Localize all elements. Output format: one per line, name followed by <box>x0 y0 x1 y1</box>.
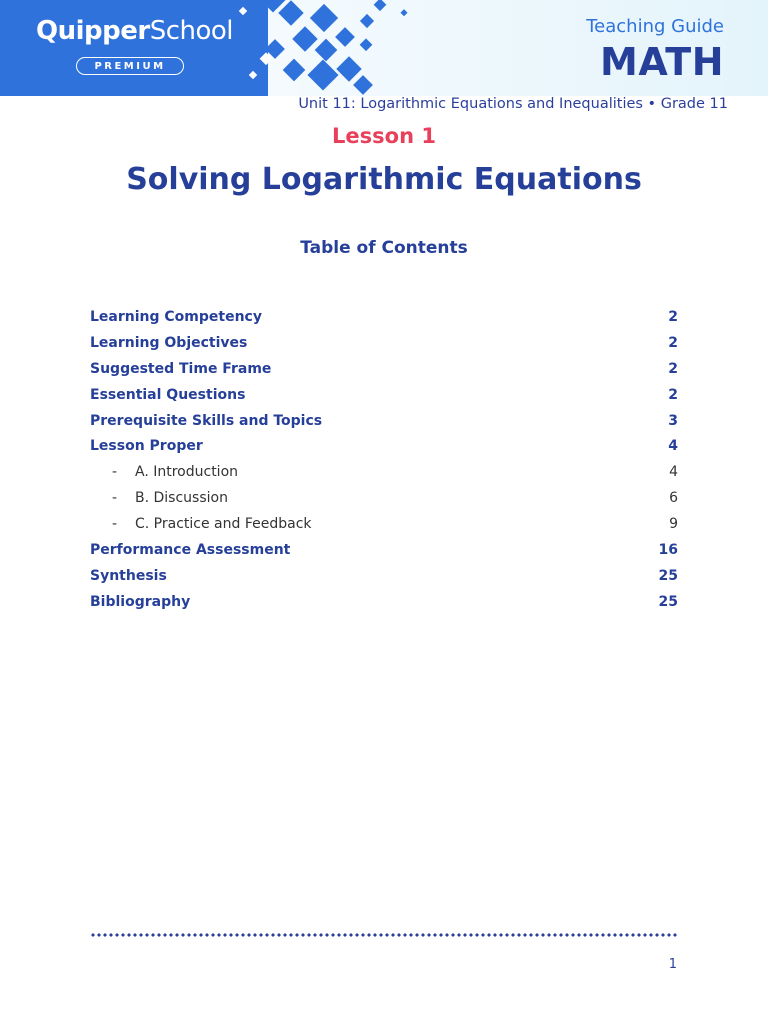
header-diamond-pattern <box>0 0 420 96</box>
toc-entry-label <box>90 464 238 480</box>
logo-text-bold: Quipper <box>36 16 150 46</box>
toc-entry-learning-competency[interactable] <box>90 304 678 330</box>
premium-badge: PREMIUM <box>76 57 184 75</box>
toc-entry-text: A. Introduction <box>135 464 239 481</box>
toc-subentry-introduction[interactable] <box>90 459 678 485</box>
toc-entry-essential-questions[interactable] <box>90 382 678 408</box>
page-number: 1 <box>668 957 677 972</box>
dotted-divider <box>90 933 678 937</box>
toc-entry-label: Synthesis <box>90 567 167 584</box>
toc-entry-text: B. Discussion <box>135 490 228 507</box>
toc-entry-page: 4 <box>669 464 678 481</box>
toc-sub-marker: - <box>112 516 118 533</box>
toc-entry-learning-objectives[interactable] <box>90 330 678 356</box>
toc-entry-label: Learning Objectives <box>90 334 248 351</box>
toc-subentry-discussion[interactable] <box>90 485 678 511</box>
toc-entry-page: 4 <box>668 438 678 455</box>
toc-entry-page: 9 <box>669 516 678 533</box>
toc-entry-label: Performance Assessment <box>90 541 291 558</box>
toc-entry-page: 25 <box>658 567 678 584</box>
toc-entry-page: 16 <box>658 541 678 558</box>
toc-entry-page: 2 <box>668 334 678 351</box>
toc-entry-label <box>90 490 228 506</box>
toc-entry-label: Essential Questions <box>90 386 246 403</box>
teaching-guide-label: Teaching Guide <box>586 16 724 37</box>
toc-entry-label: Prerequisite Skills and Topics <box>90 412 323 429</box>
toc-entry-page: 2 <box>668 360 678 377</box>
toc-entry-synthesis[interactable] <box>90 563 678 589</box>
quipper-school-logo <box>36 16 233 46</box>
toc-sub-marker: - <box>112 464 118 481</box>
lesson-number: Lesson 1 <box>332 124 436 148</box>
subject-title: MATH <box>600 40 724 84</box>
toc-entry-prerequisite-skills[interactable] <box>90 408 678 434</box>
toc-entry-page: 6 <box>669 490 678 507</box>
toc-entry-page: 3 <box>668 412 678 429</box>
toc-entry-lesson-proper[interactable] <box>90 433 678 459</box>
toc-heading: Table of Contents <box>300 238 468 258</box>
toc-entry-text: C. Practice and Feedback <box>135 516 312 533</box>
toc-entry-page: 2 <box>668 386 678 403</box>
unit-grade-line: Unit 11: Logarithmic Equations and Inequalities • Grade 11 <box>298 96 728 112</box>
toc-entry-bibliography[interactable] <box>90 589 678 615</box>
toc-entry-label: Suggested Time Frame <box>90 360 272 377</box>
toc-entry-label: Lesson Proper <box>90 438 203 455</box>
page-header <box>0 0 768 96</box>
toc-entry-page: 2 <box>668 308 678 325</box>
lesson-title: Solving Logarithmic Equations <box>126 162 642 197</box>
toc-subentry-practice-feedback[interactable] <box>90 511 678 537</box>
logo-text-light: School <box>149 16 234 46</box>
toc-entry-label <box>90 516 312 532</box>
toc-sub-marker: - <box>112 490 118 507</box>
toc-entry-page: 25 <box>658 593 678 610</box>
toc-entry-suggested-time-frame[interactable] <box>90 356 678 382</box>
toc-entry-performance-assessment[interactable] <box>90 537 678 563</box>
table-of-contents <box>90 304 678 615</box>
toc-entry-label: Bibliography <box>90 593 191 610</box>
toc-entry-label: Learning Competency <box>90 308 262 325</box>
